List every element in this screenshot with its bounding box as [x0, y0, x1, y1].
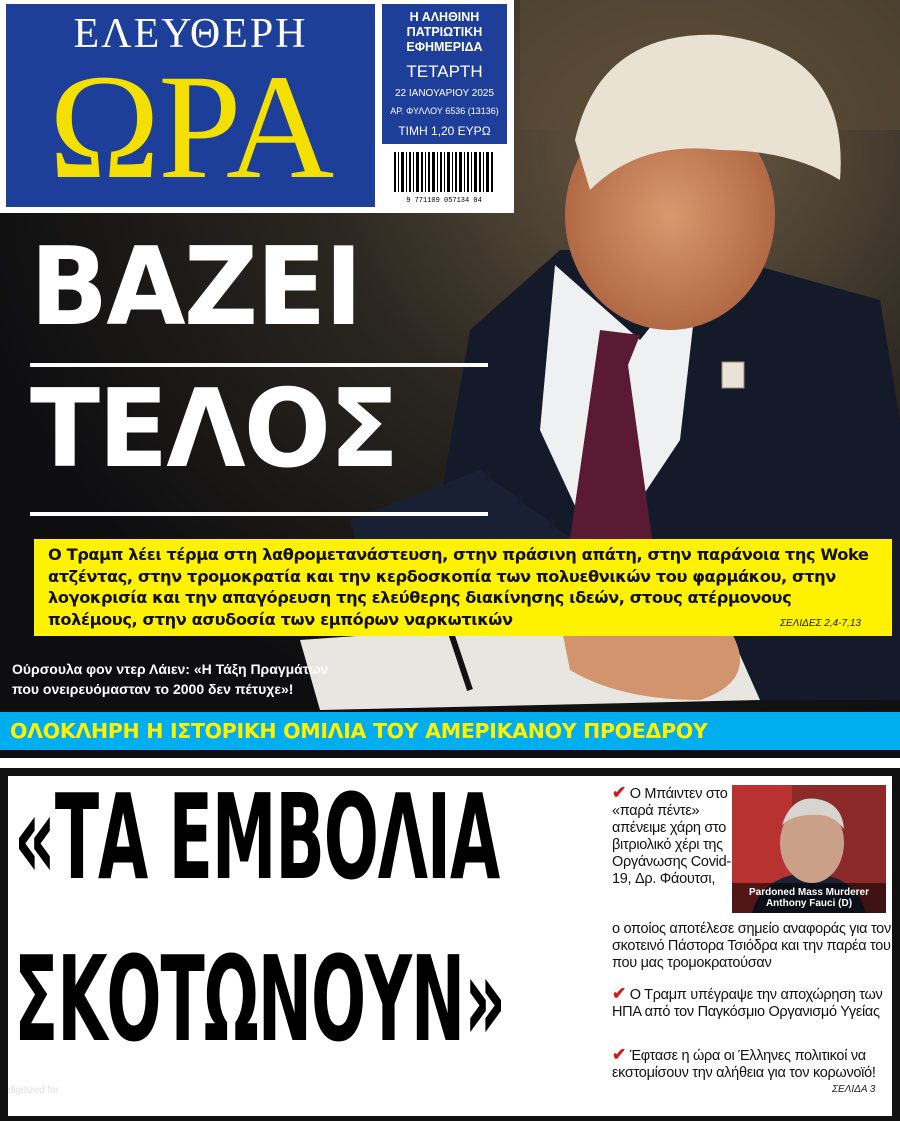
watermark-line1: digitized for — [8, 1085, 60, 1096]
lead-headline-line2: ΤΕΛΟΣ — [30, 367, 398, 492]
check-icon: ✔ — [612, 783, 626, 802]
watermark-site: frontpages.gr — [8, 1096, 125, 1115]
bullet-text: Ο Τραμπ υπέγραψε την αποχώρηση των ΗΠΑ από τον Παγκόσμιο Οργανισμό Υγείας — [612, 987, 883, 1020]
second-headline-line2: ΣΚΟΤΩΝΟΥΝ» — [14, 930, 505, 1068]
bullet-continuation: ο οποίος αποτέλεσε σημείο αναφοράς για τον σκοτεινό Πάστορα Τσιόδρα και την παρέα του που μας τρομοκρατούσαν — [612, 921, 891, 971]
second-page: ΣΕΛΙΔΑ 3 — [832, 1084, 876, 1095]
slogan-line1: Η ΑΛΗΘΙΝΗ — [409, 10, 480, 24]
bullet-text: Έφτασε η ώρα οι Έλληνες πολιτικοί να εκστομίσουν την αλήθεια για τον κορωνοϊό! — [612, 1048, 876, 1081]
photo-caption-line1: Pardoned Mass Murderer — [748, 887, 870, 898]
check-icon: ✔ — [612, 984, 626, 1003]
photo-caption-line2: Anthony Fauci (D) — [765, 898, 853, 909]
headline-rule — [30, 512, 488, 516]
photo-caption — [732, 887, 886, 909]
lead-pages: ΣΕΛΙΔΕΣ 2,4-7,13 — [780, 618, 861, 629]
barcode — [390, 150, 498, 205]
issue-date: 22 ΙΑΝΟΥΑΡΙΟΥ 2025 — [394, 88, 495, 99]
issue-number: ΑΡ. ΦΥΛΛΟΥ 6536 (13136) — [390, 106, 499, 116]
price: ΤΙΜΗ 1,20 ΕΥΡΩ — [398, 124, 491, 138]
quote-line1: Ούρσουλα φον ντερ Λάιεν: «Η Τάξη Πραγμάτων — [12, 661, 329, 677]
bullet-item — [612, 1046, 897, 1082]
slogan-line3: ΕΦΗΜΕΡΙΔΑ — [406, 40, 483, 54]
lead-headline-line1: ΒΑΖΕΙ — [30, 225, 361, 350]
banner-text: ΟΛΟΚΛΗΡΗ Η ΙΣΤΟΡΙΚΗ ΟΜΙΛΙΑ ΤΟΥ ΑΜΕΡΙΚΑΝΟΥ ΠΡΟΕΔΡΟΥ — [10, 719, 708, 743]
lead-summary: Ο Τραμπ λέει τέρμα στη λαθρομετανάστευση, στην πράσινη απάτη, στην παράνοια της Woke ατζέντας, στην τρομοκρατία και την κερδοσκοπία των πολυεθνικών του φαρμάκου, στην λογοκρισία και την απαγόρευση της ελεύθερης διακίνησης ιδεών, στους ατέρμονους πολέμους, στην ασυδοσία των εμπόρων ναρκωτικών — [48, 545, 869, 629]
barcode-number: 9 771109 057134 04 — [406, 197, 482, 205]
masthead-info-box — [382, 4, 507, 144]
second-headline-line1: «ΤΑ ΕΜΒΟΛΙΑ — [14, 768, 500, 906]
weekday: ΤΕΤΑΡΤΗ — [406, 62, 483, 81]
quote-line2: που ονειρευόμασταν το 2000 δεν πέτυχε»! — [12, 681, 294, 697]
bullet-item — [612, 985, 897, 1021]
slogan-line2: ΠΑΤΡΙΩΤΙΚΗ — [406, 25, 483, 39]
masthead-title-line2: ΩΡΑ — [48, 44, 333, 210]
masthead-title-line1: ΕΛΕΥΘΕΡΗ — [73, 11, 308, 57]
quote — [12, 659, 342, 699]
bullet-text: Ο Μπάιντεν στο «παρά πέντε» απένειμε χάρη στο βιτριολικό χέρι της Οργάνωσης Covid-19, Δρ. Φάουτσι, — [612, 786, 731, 887]
bullet-item — [612, 784, 732, 888]
check-icon: ✔ — [612, 1045, 626, 1064]
